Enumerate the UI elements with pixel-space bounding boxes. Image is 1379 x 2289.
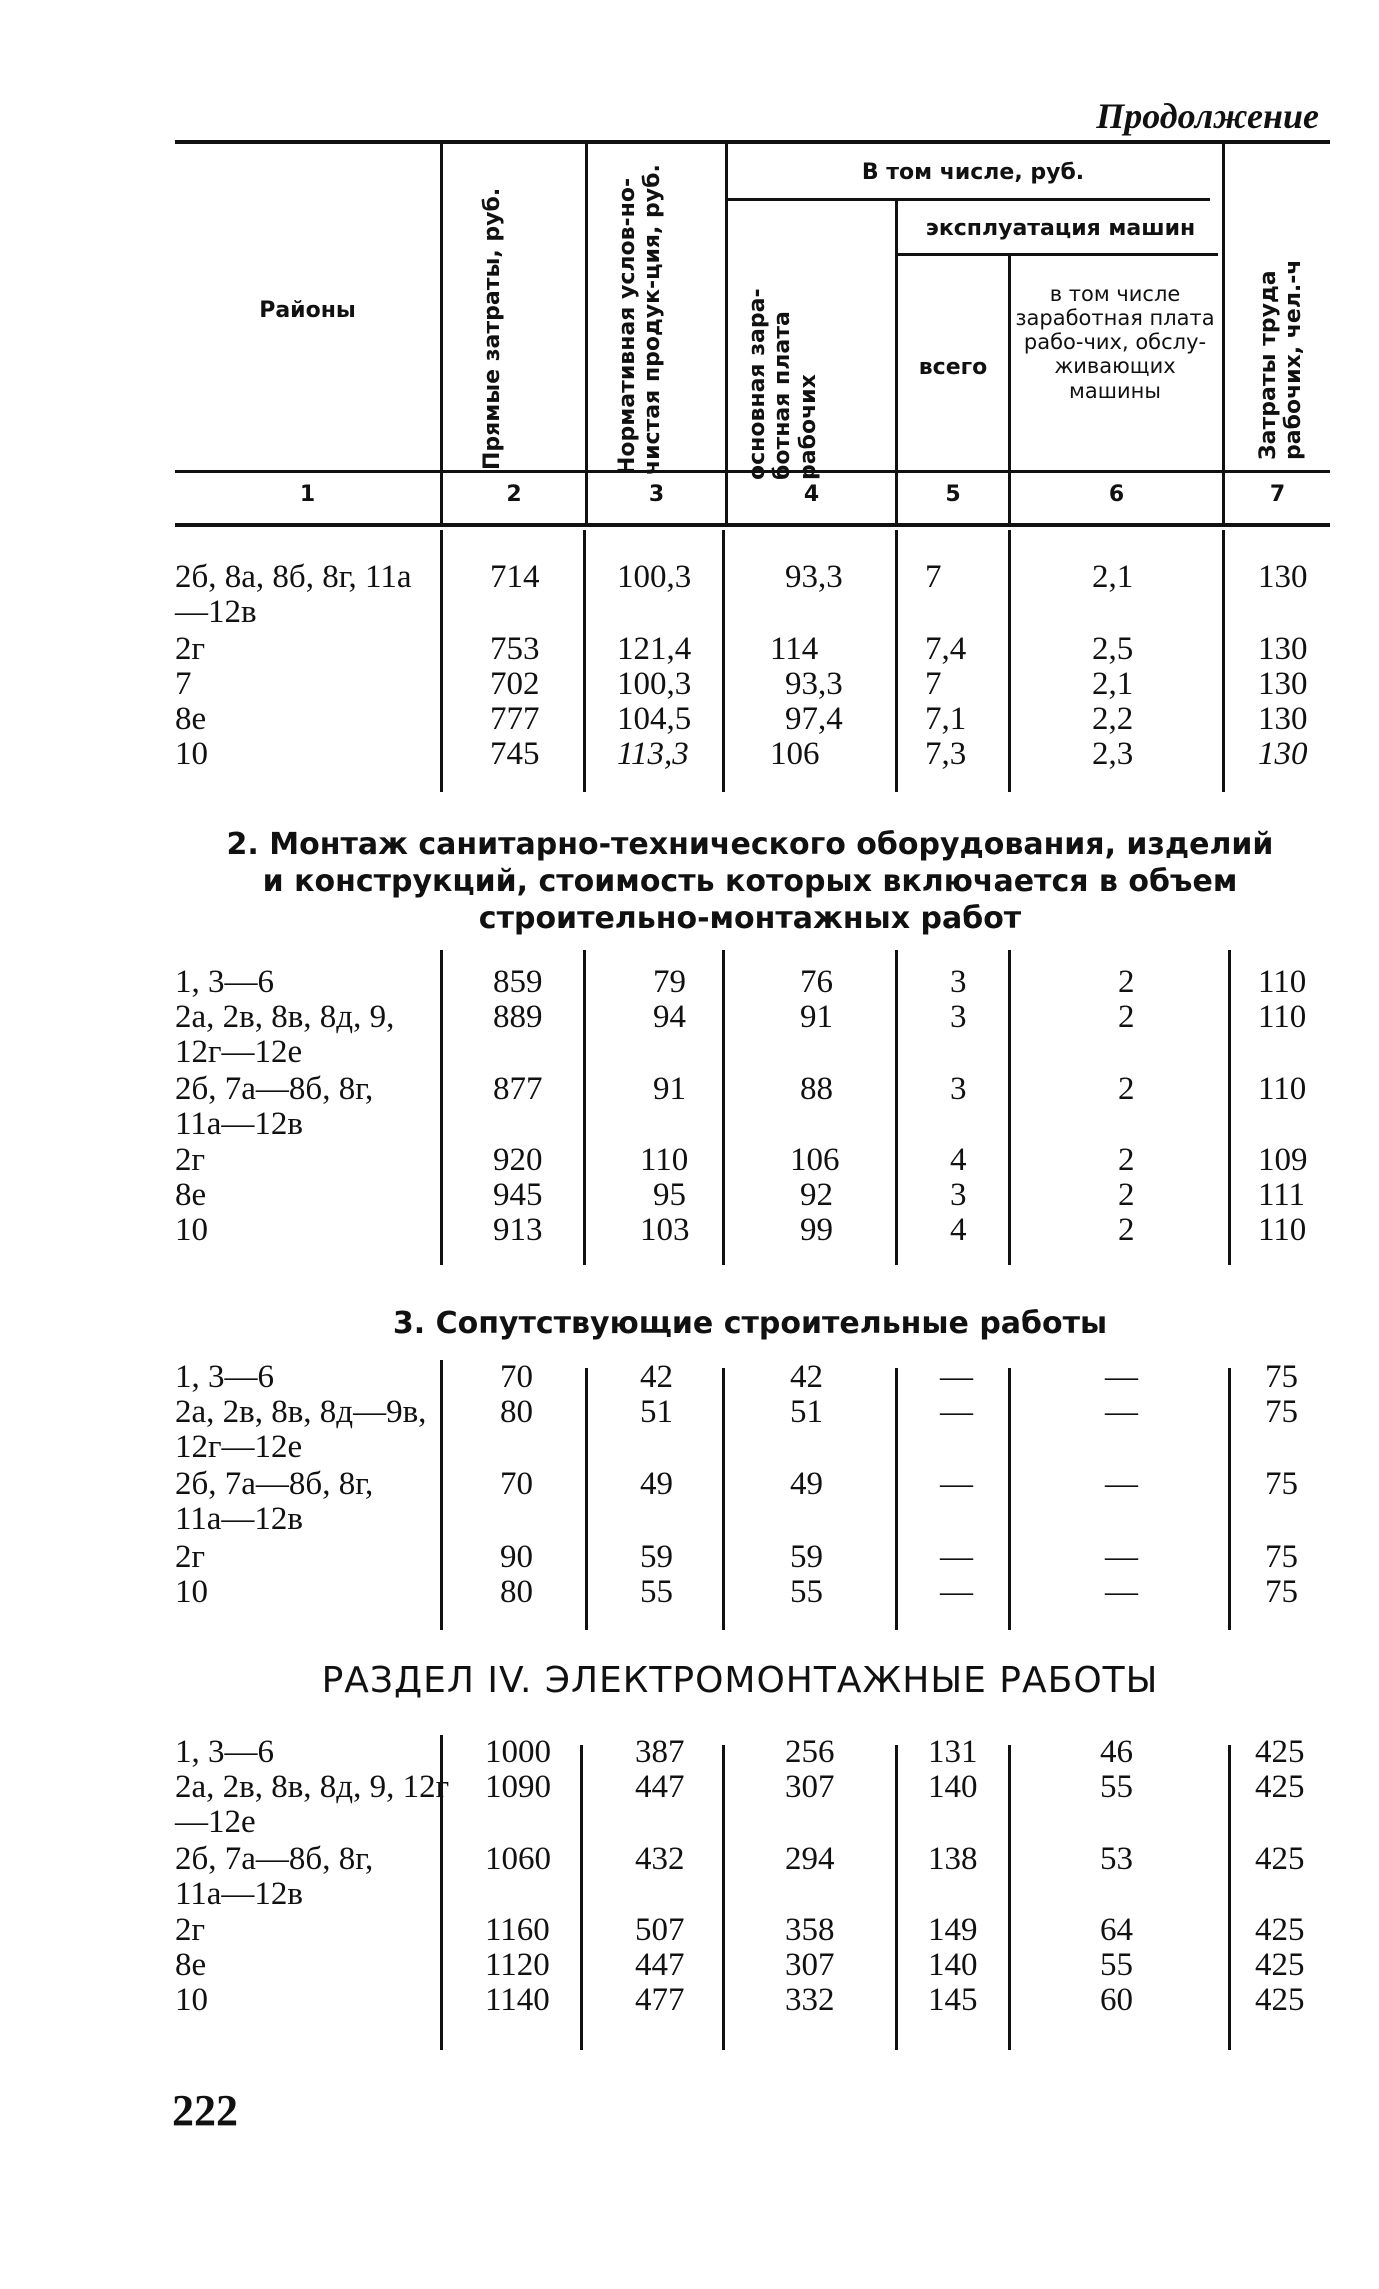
table-cell: 447 (635, 1769, 685, 1805)
table-cell: 94 (653, 999, 686, 1035)
table-cell: 42 (790, 1359, 823, 1395)
region-cell: 2а, 2в, 8в, 8д, 9, 12г—12е (175, 1769, 450, 1840)
table-cell: 92 (800, 1177, 833, 1213)
table-cell: — (940, 1466, 973, 1502)
region-cell: 2г (175, 1539, 206, 1575)
table-cell: 64 (1100, 1912, 1133, 1948)
table-cell: 110 (1258, 999, 1307, 1035)
table-cell: 307 (785, 1947, 835, 1983)
header-labor-costs: Затраты труда рабочих, чел.-ч (1256, 259, 1307, 460)
table-cell: 110 (1258, 1071, 1307, 1107)
table-cell: 75 (1265, 1394, 1298, 1430)
divider (1008, 1745, 1011, 2050)
part4-title: РАЗДЕЛ IV. ЭЛЕКТРОМОНТАЖНЫЕ РАБОТЫ (321, 1660, 1159, 1701)
table-cell: 138 (928, 1841, 978, 1877)
table-cell: — (1105, 1466, 1138, 1502)
divider (1008, 950, 1011, 1265)
header-divider-6 (1222, 144, 1225, 524)
table-cell: 256 (785, 1734, 835, 1770)
table-cell: 51 (790, 1394, 823, 1430)
divider (895, 1368, 898, 1630)
table-cell: — (940, 1359, 973, 1395)
table-cell: 145 (928, 1982, 978, 2018)
divider (1222, 530, 1225, 792)
table-cell: 2,5 (1092, 631, 1134, 667)
table-cell: 49 (790, 1466, 823, 1502)
table-cell: 55 (1100, 1769, 1133, 1805)
table-cell: 425 (1255, 1769, 1305, 1805)
col-number-6: 6 (1108, 482, 1125, 507)
table-cell: 2,1 (1092, 559, 1134, 595)
header-regions: Районы (259, 298, 356, 323)
section3-title: 3. Сопутствующие строительные работы (392, 1306, 1108, 1341)
table-cell: 7,4 (925, 631, 967, 667)
divider (440, 950, 443, 1265)
table-cell: 307 (785, 1769, 835, 1805)
table-cell: — (1105, 1394, 1138, 1430)
table-cell: 100,3 (617, 559, 692, 595)
table-cell: 53 (1100, 1841, 1133, 1877)
table-cell: 100,3 (617, 666, 692, 702)
table-cell: 920 (493, 1142, 543, 1178)
header-divider-1 (440, 144, 443, 524)
table-cell: 51 (640, 1394, 673, 1430)
header-basic-wages: основная зара-ботная плата рабочих (745, 288, 821, 480)
table-cell: 945 (493, 1177, 543, 1213)
table-cell: 109 (1258, 1142, 1308, 1178)
table-cell: 104,5 (617, 701, 692, 737)
divider (895, 530, 898, 792)
table-cell: 1140 (485, 1982, 550, 2018)
table-cell: 59 (640, 1539, 673, 1575)
table-cell: 702 (490, 666, 540, 702)
table-cell: 3 (950, 1177, 967, 1213)
divider (583, 530, 586, 792)
table-cell: 294 (785, 1841, 835, 1877)
including-rule (728, 198, 1210, 201)
table-cell: 1000 (485, 1734, 551, 1770)
region-cell: 1, 3—6 (175, 1734, 274, 1770)
region-cell: 10 (175, 1212, 208, 1248)
table-cell: 59 (790, 1539, 823, 1575)
table-cell: 2 (1118, 999, 1135, 1035)
table-cell: 2 (1118, 1212, 1135, 1248)
region-cell: 8е (175, 1947, 207, 1983)
table-cell: 110 (640, 1142, 689, 1178)
table-cell: — (1105, 1539, 1138, 1575)
table-cell: 447 (635, 1947, 685, 1983)
divider (722, 1368, 725, 1630)
table-cell: 130 (1258, 736, 1308, 772)
col-number-7: 7 (1269, 482, 1286, 507)
table-cell: 913 (493, 1212, 543, 1248)
table-cell: 70 (500, 1359, 533, 1395)
table-cell: 95 (653, 1177, 686, 1213)
table-cell: 1060 (485, 1841, 551, 1877)
header-direct-costs: Прямые затраты, руб. (480, 187, 505, 470)
table-cell: 1090 (485, 1769, 551, 1805)
divider (440, 530, 443, 792)
table-cell: 110 (1258, 964, 1307, 1000)
machines-rule (898, 253, 1218, 256)
header-incl-wages-machines: в том числе заработная плата рабо-чих, обслу-живающих машины (1015, 282, 1215, 403)
table-cell: 877 (493, 1071, 543, 1107)
region-cell: 2г (175, 631, 206, 667)
region-cell: 2г (175, 1142, 206, 1178)
table-cell: 425 (1255, 1734, 1305, 1770)
table-cell: 99 (800, 1212, 833, 1248)
divider (1228, 1368, 1231, 1630)
divider (1228, 1745, 1231, 2050)
table-cell: 2,1 (1092, 666, 1134, 702)
table-cell: 7 (925, 666, 942, 702)
region-cell: 2б, 7а—8б, 8г, 11а—12в (175, 1071, 374, 1142)
table-cell: 130 (1258, 559, 1308, 595)
table-cell: 55 (790, 1574, 823, 1610)
table-cell: 91 (653, 1071, 686, 1107)
table-cell: 80 (500, 1574, 533, 1610)
continuation-label: Продолжение (1096, 96, 1319, 136)
region-cell: 8е (175, 701, 207, 737)
header-top-rule (175, 140, 1330, 144)
table-cell: 93,3 (785, 666, 843, 702)
divider (583, 950, 586, 1265)
table-cell: 2,2 (1092, 701, 1134, 737)
table-cell: 114 (770, 631, 819, 667)
table-cell: — (1105, 1359, 1138, 1395)
table-cell: 110 (1258, 1212, 1307, 1248)
divider (895, 1745, 898, 2050)
table-cell: 97,4 (785, 701, 843, 737)
table-cell: 425 (1255, 1982, 1305, 2018)
table-cell: 75 (1265, 1539, 1298, 1575)
divider (580, 1745, 583, 2050)
table-cell: 1160 (485, 1912, 550, 1948)
table-cell: 387 (635, 1734, 685, 1770)
table-cell: 42 (640, 1359, 673, 1395)
table-cell: 745 (490, 736, 540, 772)
region-cell: 2б, 7а—8б, 8г, 11а—12в (175, 1466, 374, 1537)
table-cell: — (940, 1394, 973, 1430)
table-cell: 2,3 (1092, 736, 1134, 772)
table-cell: 7,1 (925, 701, 967, 737)
region-cell: 2б, 7а—8б, 8г, 11а—12в (175, 1841, 374, 1912)
col-number-1: 1 (299, 482, 316, 507)
table-cell: 75 (1265, 1359, 1298, 1395)
table-cell: 425 (1255, 1841, 1305, 1877)
table-cell: 131 (928, 1734, 978, 1770)
table-cell: 49 (640, 1466, 673, 1502)
table-cell: 3 (950, 964, 967, 1000)
table-cell: 76 (800, 964, 833, 1000)
table-cell: 88 (800, 1071, 833, 1107)
table-cell: 7 (925, 559, 942, 595)
table-cell: — (940, 1574, 973, 1610)
table-cell: 90 (500, 1539, 533, 1575)
header-total: всего (918, 355, 988, 380)
table-cell: 106 (790, 1142, 840, 1178)
divider (722, 950, 725, 1265)
table-cell: 80 (500, 1394, 533, 1430)
col-number-2: 2 (506, 482, 522, 507)
table-cell: 2 (1118, 1071, 1135, 1107)
col-number-3: 3 (648, 482, 665, 507)
table-cell: 477 (635, 1982, 685, 2018)
table-cell: 79 (653, 964, 686, 1000)
table-cell: 149 (928, 1912, 978, 1948)
table-cell: 714 (490, 559, 540, 595)
table-cell: 332 (785, 1982, 835, 2018)
table-cell: 93,3 (785, 559, 843, 595)
table-cell: 358 (785, 1912, 835, 1948)
table-cell: 70 (500, 1466, 533, 1502)
table-cell: 777 (490, 701, 540, 737)
table-cell: 111 (1258, 1177, 1306, 1213)
table-cell: 2 (1118, 1142, 1135, 1178)
region-cell: 7 (175, 666, 192, 702)
divider (1008, 1368, 1011, 1630)
region-cell: 2а, 2в, 8в, 8д—9в, 12г—12е (175, 1394, 427, 1465)
region-cell: 8е (175, 1177, 207, 1213)
table-cell: 130 (1258, 666, 1308, 702)
table-cell: 2 (1118, 964, 1135, 1000)
table-cell: 425 (1255, 1947, 1305, 1983)
table-cell: 859 (493, 964, 543, 1000)
region-cell: 2а, 2в, 8в, 8д, 9, 12г—12е (175, 999, 395, 1070)
region-cell: 10 (175, 1574, 208, 1610)
header-divider-2 (585, 144, 588, 524)
header-normative-output: Нормативная услов-но-чистая продук-ция, руб. (615, 164, 666, 475)
table-cell: 60 (1100, 1982, 1133, 2018)
table-cell: 130 (1258, 701, 1308, 737)
table-cell: — (1105, 1574, 1138, 1610)
table-cell: 91 (800, 999, 833, 1035)
table-cell: 55 (640, 1574, 673, 1610)
table-cell: 2 (1118, 1177, 1135, 1213)
table-cell: 889 (493, 999, 543, 1035)
table-cell: 103 (640, 1212, 690, 1248)
region-cell: 2б, 8а, 8б, 8г, 11а—12в (175, 559, 412, 630)
col-number-5: 5 (945, 482, 961, 507)
table-cell: — (940, 1539, 973, 1575)
table-cell: 4 (950, 1212, 967, 1248)
table-cell: 75 (1265, 1466, 1298, 1502)
table-cell: 113,3 (617, 736, 689, 772)
table-cell: 1120 (485, 1947, 550, 1983)
col-number-4: 4 (803, 482, 820, 507)
header-divider-3 (725, 144, 728, 524)
table-cell: 3 (950, 1071, 967, 1107)
region-cell: 10 (175, 1982, 208, 2018)
page-number: 222 (172, 2086, 238, 2135)
table-cell: 55 (1100, 1947, 1133, 1983)
table-cell: 140 (928, 1769, 978, 1805)
table-cell: 4 (950, 1142, 967, 1178)
divider (722, 1745, 725, 2050)
header-including: В том числе, руб. (861, 160, 1085, 185)
region-cell: 2г (175, 1912, 206, 1948)
region-cell: 10 (175, 736, 208, 772)
table-cell: 3 (950, 999, 967, 1035)
table-cell: 121,4 (617, 631, 692, 667)
table-cell: 46 (1100, 1734, 1133, 1770)
table-cell: 753 (490, 631, 540, 667)
region-cell: 1, 3—6 (175, 1359, 274, 1395)
table-cell: 106 (770, 736, 820, 772)
table-cell: 140 (928, 1947, 978, 1983)
table-cell: 432 (635, 1841, 685, 1877)
table-cell: 7,3 (925, 736, 967, 772)
table-cell: 75 (1265, 1574, 1298, 1610)
divider (1008, 530, 1011, 792)
divider (1228, 950, 1231, 1265)
divider (895, 950, 898, 1265)
divider (722, 530, 725, 792)
table-cell: 507 (635, 1912, 685, 1948)
region-cell: 1, 3—6 (175, 964, 274, 1000)
header-machine-operation: эксплуатация машин (925, 216, 1196, 241)
colnum-bottom-rule (175, 523, 1330, 527)
section2-title: 2. Монтаж санитарно-технического оборудования, изделий и конструкций, стоимость которых включается в объем строительно-монтажных работ (226, 827, 1274, 936)
table-cell: 425 (1255, 1912, 1305, 1948)
table-cell: 130 (1258, 631, 1308, 667)
divider (585, 1368, 588, 1630)
